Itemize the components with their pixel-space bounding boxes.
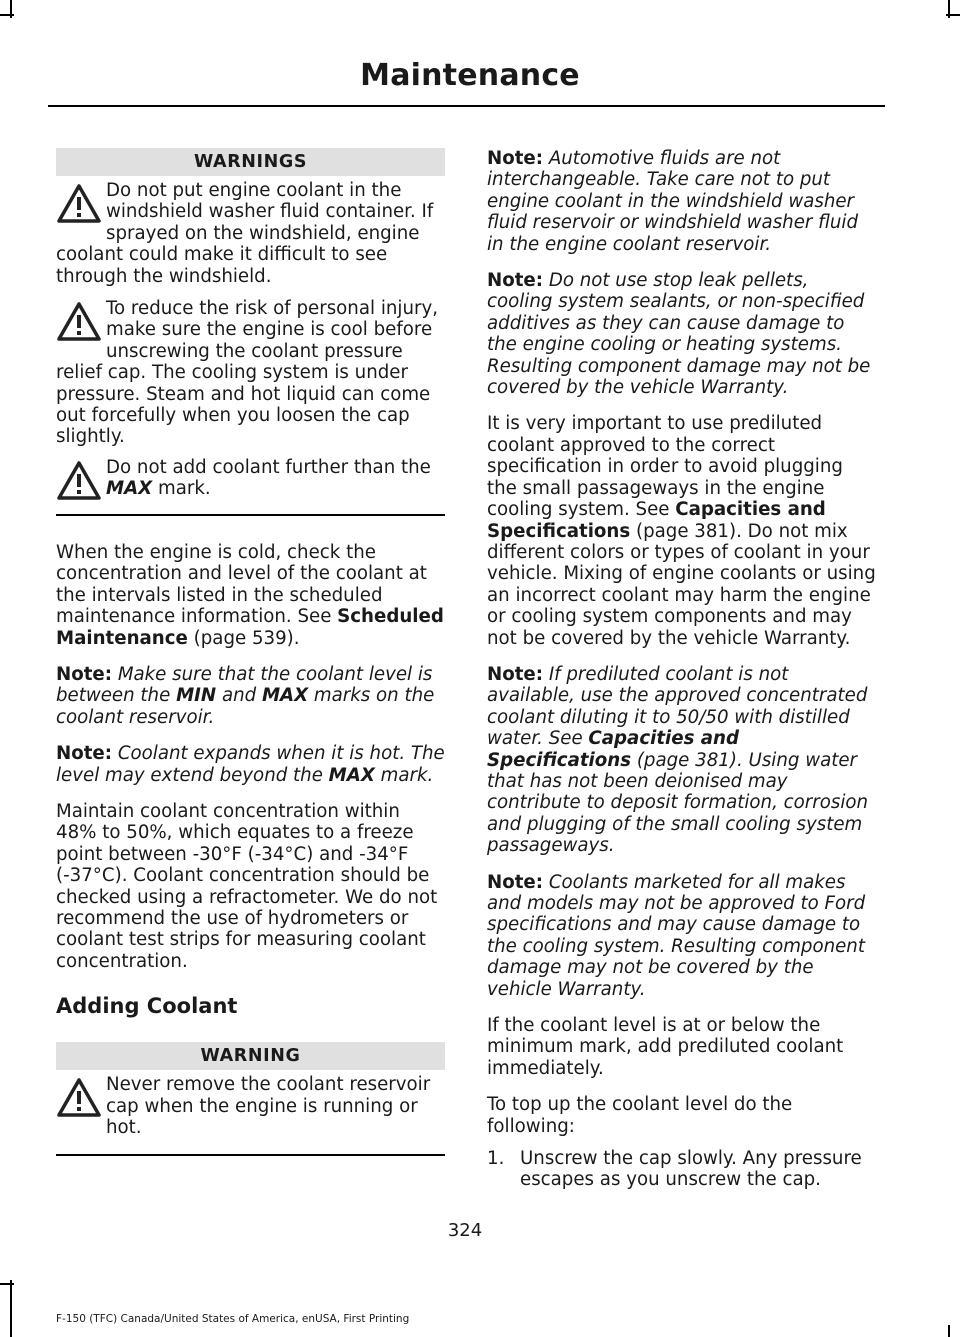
link-capacities-specifications[interactable]: Capacities and Specifications <box>487 728 740 771</box>
page-number: 324 <box>447 1220 483 1241</box>
note: Note: Coolant expands when it is hot. The level may extend beyond the MAX mark. <box>56 743 445 786</box>
warning-header: WARNING <box>56 1042 445 1070</box>
warning-triangle-icon <box>56 183 106 227</box>
crop-mark <box>10 1280 12 1337</box>
paragraph: If the coolant level is at or below the minimum mark, add prediluted coolant immediately. <box>487 1015 844 1079</box>
warning-triangle-icon <box>56 460 106 504</box>
footer-text: F-150 (TFC) Canada/United States of America, enUSA, First Printing <box>56 1313 410 1325</box>
warning-item <box>56 298 445 448</box>
header-divider <box>48 105 885 107</box>
crop-mark <box>946 14 960 16</box>
paragraph: It is very important to use prediluted coolant approved to the correct specification in order to avoid plugging the small passageways in the engine cooling system. See Capacities and Specifications (page 381). Do not mix different colors or types of coolant in your vehicle. Mixing of engine coolants or using an incorrect coolant may harm the engine or cooling system components and may not be covered by the vehicle Warranty. <box>487 413 876 649</box>
link-capacities-specifications[interactable]: Capacities and Specifications <box>487 499 826 542</box>
warning-item <box>56 1074 445 1138</box>
warning-item <box>56 180 445 287</box>
section-heading: Adding Coolant <box>56 994 238 1019</box>
page-title: Maintenance <box>360 58 580 93</box>
paragraph: When the engine is cold, check the concentration and level of the coolant at the intervals listed in the scheduled maintenance information. See Scheduled Maintenance (page 539). <box>56 541 444 649</box>
crop-mark <box>0 14 14 16</box>
note: Note: Make sure that the coolant level is between the MIN and MAX marks on the coolant reservoir. <box>56 663 435 728</box>
note: Note: If prediluted coolant is not available, use the approved concentrated coolant diluting it to 50/50 with distilled water. See Capacities and Specifications (page 381). Using water that has not been deionised may contribute to deposit formation, corrosion and plugging of the small cooling system passageways. <box>487 663 869 857</box>
left-column <box>56 148 445 1156</box>
right-column <box>487 148 876 1191</box>
warning-triangle-icon <box>56 301 106 345</box>
warnings-header: WARNINGS <box>56 148 445 176</box>
link-scheduled-maintenance[interactable]: Scheduled Maintenance <box>56 606 444 649</box>
warning-divider <box>56 514 445 516</box>
warning-item <box>56 457 445 504</box>
note: Note: Coolants marketed for all makes and models may not be approved to Ford specifications and may cause damage to the cooling system. Resulting component damage may not be covered by the vehicle Warranty. <box>487 871 866 1000</box>
warning-divider <box>56 1154 445 1156</box>
warning-text: Do not put engine coolant in the windshield washer fluid container. If sprayed on the windshield, engine coolant could make it difficult to see through the windshield. <box>56 180 434 287</box>
warning-text: Do not add coolant further than the MAX mark. <box>106 456 431 500</box>
warning-text: To reduce the risk of personal injury, make sure the engine is cool before unscrewing the coolant pressure relief cap. The cooling system is under pressure. Steam and hot liquid can come out forcefully when you loosen the cap slightly. <box>56 298 438 448</box>
paragraph: Maintain coolant concentration within 48% to 50%, which equates to a freeze point between -30°F (-34°C) and -34°F (-37°C). Coolant concentration should be checked using a refractometer. We do not recommend the use of hydrometers or coolant test strips for measuring coolant concentration. <box>56 800 438 972</box>
warning-text: Never remove the coolant reservoir cap when the engine is running or hot. <box>106 1074 431 1138</box>
warning-triangle-icon <box>56 1077 106 1121</box>
list-item <box>487 1148 876 1191</box>
note: Note: Automotive fluids are not interchangeable. Take care not to put engine coolant in the windshield washer fluid reservoir or windshield washer fluid in the engine coolant reservoir. <box>487 148 859 255</box>
list-text: Unscrew the cap slowly. Any pressure escapes as you unscrew the cap. <box>520 1148 862 1191</box>
paragraph: To top up the coolant level do the following: <box>487 1094 793 1137</box>
crop-mark <box>0 1283 14 1285</box>
crop-mark <box>948 1325 950 1337</box>
note: Note: Do not use stop leak pellets, cooling system sealants, or non-specified additives as they can cause damage to the engine cooling or heating systems. Resulting component damage may not be covered by the vehicle Warranty. <box>487 270 871 399</box>
list-number: 1. <box>487 1148 505 1170</box>
